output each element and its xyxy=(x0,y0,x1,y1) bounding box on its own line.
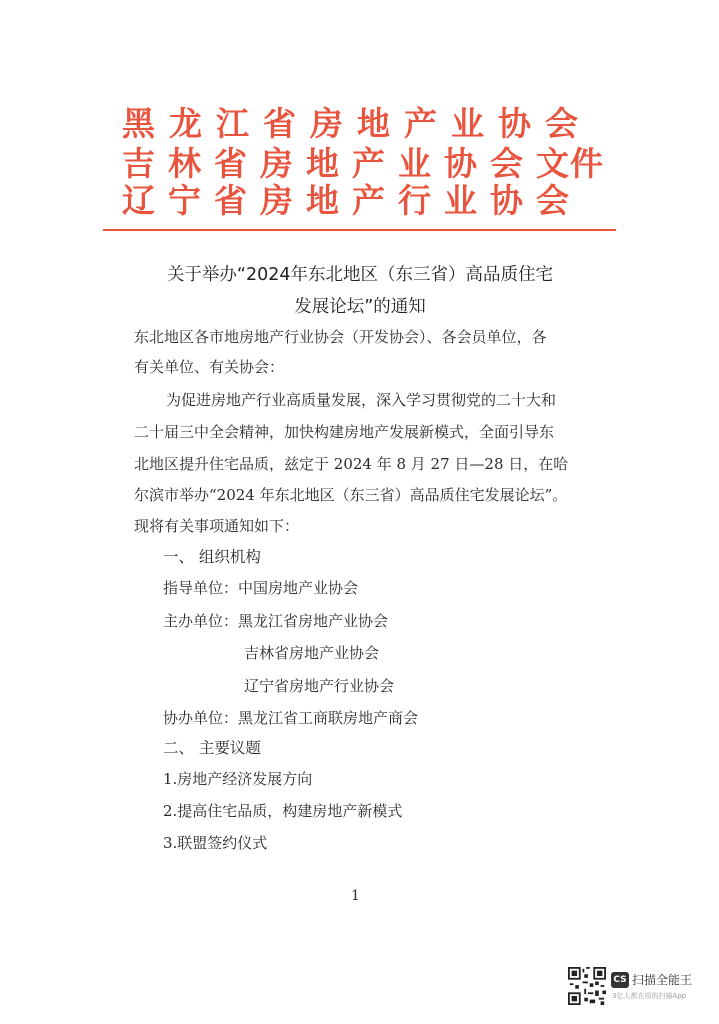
document-title-line-2: 发展论坛”的通知 xyxy=(294,297,426,317)
host-unit-1: 主办单位：黑龙江省房地产业协会 xyxy=(163,612,389,630)
document-title-line-1: 关于举办“2024年东北地区（东三省）高品质住宅 xyxy=(166,265,554,285)
topic-item-3: 3.联盟签约仪式 xyxy=(163,834,268,852)
page-number: 1 xyxy=(351,888,360,904)
header-issuer-line-2 xyxy=(122,144,604,184)
header-divider xyxy=(103,229,616,231)
header-issuer-line-2-main: 吉林省房地产业协会 xyxy=(122,144,536,183)
scanner-watermark xyxy=(568,967,708,1011)
camscanner-logo-icon: CS xyxy=(611,972,629,988)
paragraph-1-line-4: 尔滨市举办“2024 年东北地区（东三省）高品质住宅发展论坛”。 xyxy=(134,486,568,504)
header-issuer-line-1: 黑龙江省房地产业协会 xyxy=(122,104,592,143)
watermark-title: 扫描全能王 xyxy=(632,973,693,987)
paragraph-1-line-1: 为促进房地产行业高质量发展，深入学习贯彻党的二十大和 xyxy=(166,391,557,409)
topic-item-1: 1.房地产经济发展方向 xyxy=(163,770,313,788)
guide-unit: 指导单位：中国房地产业协会 xyxy=(163,579,359,597)
co-organizer: 协办单位：黑龙江省工商联房地产商会 xyxy=(163,709,419,727)
host-unit-2: 吉林省房地产业协会 xyxy=(244,644,380,662)
addressee-line-1: 东北地区各市地房地产行业协会（开发协会）、各会员单位，各 xyxy=(134,328,547,346)
section-2-heading: 二、 主要议题 xyxy=(163,739,261,757)
topic-item-2: 2.提高住宅品质，构建房地产新模式 xyxy=(163,802,403,820)
addressee-line-2: 有关单位、有关协会： xyxy=(134,358,285,376)
header-issuer-line-3: 辽宁省房地产行业协会 xyxy=(122,181,582,220)
section-1-heading: 一、 组织机构 xyxy=(163,548,261,566)
host-unit-3: 辽宁省房地产行业协会 xyxy=(244,677,395,695)
paragraph-1-line-2: 二十届三中全会精神，加快构建房地产发展新模式，全面引导东 xyxy=(134,423,555,441)
qr-code-icon xyxy=(568,967,606,1005)
paragraph-1-line-3: 北地区提升住宅品质，兹定于 2024 年 8 月 27 日—28 日，在哈 xyxy=(134,455,569,473)
header-document-suffix: 文件 xyxy=(536,144,604,183)
watermark-subtitle: 3亿人都在用的扫描App xyxy=(612,992,687,1000)
paragraph-1-line-5: 现将有关事项通知如下： xyxy=(134,517,300,535)
